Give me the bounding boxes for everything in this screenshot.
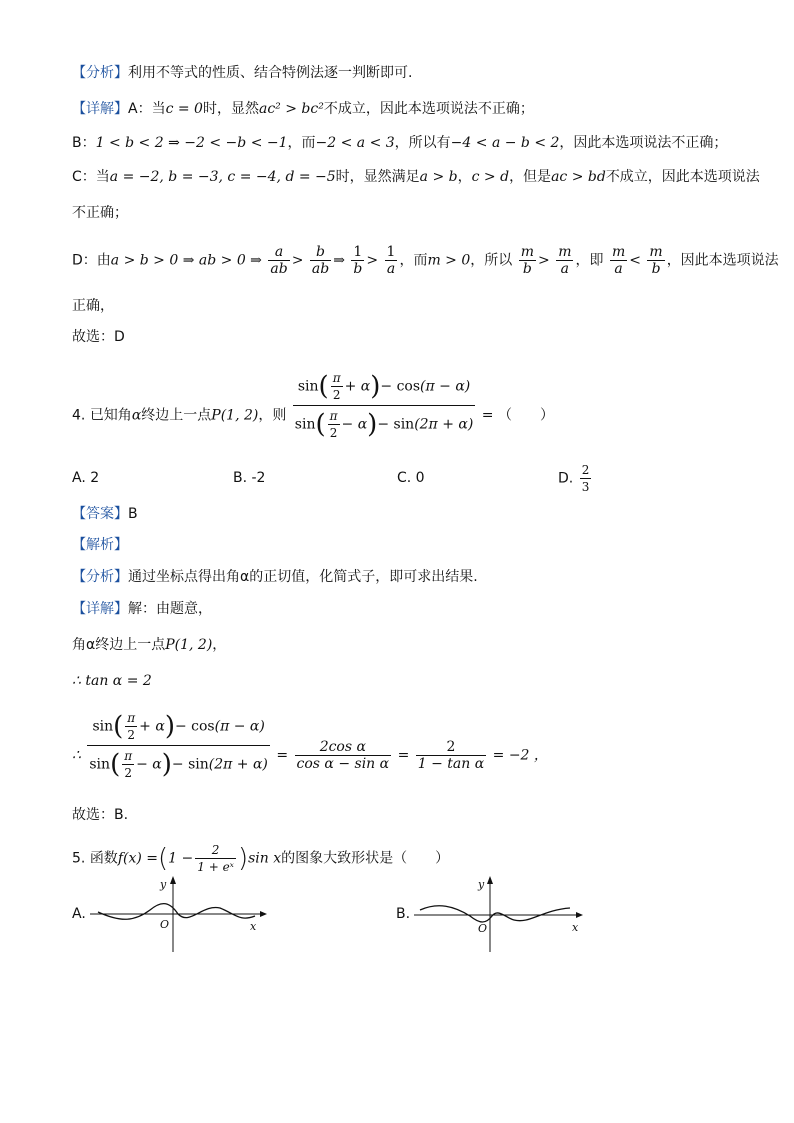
math-expr: 1 < b < 2 ⇒ −2 < −b < −1 xyxy=(95,135,288,151)
curve xyxy=(420,906,570,922)
origin-label: O xyxy=(160,918,170,931)
text: ，而 xyxy=(399,252,428,269)
text: 已知角 xyxy=(89,407,132,424)
q3-detail-a-line xyxy=(72,100,534,118)
detail-text: 解：由题意， xyxy=(128,601,212,617)
text: 终边上一点 xyxy=(141,407,212,424)
text: − cos xyxy=(174,718,215,735)
question-number: 5. xyxy=(72,850,86,867)
q4-choose: 故选：B. xyxy=(72,807,129,823)
fraction: $\frac{m}{a}$ xyxy=(558,244,572,277)
math-expr: a = −2, b = −3, c = −4, d = −5 xyxy=(109,169,336,185)
option-a: A. 2 xyxy=(72,470,100,486)
text: (π − α) xyxy=(420,378,471,395)
x-label: x xyxy=(572,921,579,934)
answer-line xyxy=(72,505,138,523)
curve xyxy=(98,904,255,920)
text: ， xyxy=(457,169,472,185)
fraction: $\frac{b}{ab}$ xyxy=(311,244,330,277)
fraction xyxy=(295,739,392,772)
q3-d-line: D：由a > b > 0 ⇒ ab > 0 ⇒ $\frac{a}{ab}$ > $\frac{b}{ab}$ ⇒ $\frac{1}{b}$ > $\frac{1}{a}$ ，而m > 0，所以 $\frac{m}{b}$ > $\frac{m}{a}$ ，即 $\frac{m}{a}$ < $\frac{m}{b}$ ，因此本选项说法 xyxy=(72,244,779,277)
trig-fraction: sin( $\frac{\pi}{2}$ + α)− cos(π − α) sin( $\frac{\pi}{2}$ − α)− sin(2π + α) xyxy=(89,711,268,780)
text: (2π + α) xyxy=(208,756,268,773)
explain-tag: 【解析】 xyxy=(72,537,128,553)
text: ，但是 xyxy=(509,169,552,185)
fraction: $\frac{1}{a}$ xyxy=(386,244,396,277)
fraction xyxy=(580,462,592,495)
text: = −2 ， xyxy=(492,747,548,764)
option-a-prefix: A：当 xyxy=(128,101,166,117)
analysis-tag: 【分析】 xyxy=(72,65,128,81)
fraction: $\frac{1}{b}$ xyxy=(353,244,363,277)
text: 2 xyxy=(329,426,338,440)
text: ，而 xyxy=(287,135,316,151)
text: π xyxy=(332,371,341,385)
option-d xyxy=(558,462,593,495)
text: ，因此本选项说法 xyxy=(666,252,779,269)
fraction: $\frac{m}{b}$ xyxy=(520,244,535,277)
option-b: B. -2 xyxy=(233,470,266,486)
text: 不成立，因此本选项说法 xyxy=(605,169,760,185)
text: ，即 xyxy=(575,252,604,269)
text: 不成立，因此本选项说法不正确； xyxy=(323,101,534,117)
math-expr: −4 < a − b < 2 xyxy=(450,135,560,151)
math-expr: c = 0 xyxy=(165,101,203,117)
fraction: $\frac{m}{b}$ xyxy=(649,244,663,277)
text: 2 xyxy=(332,388,341,402)
text: π xyxy=(329,409,338,423)
answer-value: B xyxy=(128,506,138,522)
tan-line: ∴ tan α = 2 xyxy=(72,673,152,689)
option-a-label: A. xyxy=(72,906,86,922)
q4-derivation xyxy=(72,711,548,781)
graph-b xyxy=(414,872,594,954)
analysis-tag: 【分析】 xyxy=(72,569,128,585)
text: ，所以有 xyxy=(394,135,451,151)
y-label: y xyxy=(160,878,167,891)
text: 2 xyxy=(124,766,132,780)
analysis-text: 通过坐标点得出角α的正切值，化简式子，即可求出结果. xyxy=(128,569,478,585)
text: 角α终边上一点 xyxy=(72,637,166,653)
text: π xyxy=(124,749,133,763)
graph-a xyxy=(90,872,270,954)
math-expr: P(1, 2) xyxy=(165,637,213,653)
text: ， xyxy=(212,637,227,653)
q4-detail-line xyxy=(72,600,212,618)
y-label: y xyxy=(478,878,485,891)
math-expr: c > d xyxy=(471,169,510,185)
q4-point-line xyxy=(72,636,226,654)
text: 函数 xyxy=(89,850,118,867)
text: + α xyxy=(139,718,165,735)
option-d-prefix: D：由 xyxy=(72,252,111,269)
origin-label: O xyxy=(478,922,488,935)
text: ，所以 xyxy=(470,252,513,269)
text: − cos xyxy=(380,378,421,395)
text: − sin xyxy=(171,756,209,773)
q3-c-line xyxy=(72,168,760,186)
fraction xyxy=(195,842,236,875)
text: + α xyxy=(344,378,371,395)
text: 时，显然满足 xyxy=(335,169,420,185)
text: sin xyxy=(297,378,319,395)
x-axis-arrow xyxy=(260,911,267,917)
option-b-prefix: B： xyxy=(72,135,96,151)
q3-analysis-line xyxy=(72,64,412,82)
text: 1 − xyxy=(168,850,194,867)
text: sin xyxy=(294,416,316,433)
x-axis-arrow xyxy=(576,912,583,918)
text: − α xyxy=(136,756,162,773)
math-expr: −2 < a < 3 xyxy=(315,135,395,151)
question-number: 4. xyxy=(72,407,86,424)
trig-fraction: sin( $\frac{\pi}{2}$ + α)− cos(π − α) sin( $\frac{\pi}{2}$ − α)− sin(2π + α) xyxy=(294,371,474,440)
math-expr: a > b xyxy=(419,169,458,185)
math-expr: ac² > bc² xyxy=(258,101,324,117)
detail-tag: 【详解】 xyxy=(72,101,128,117)
analysis-text: 利用不等式的性质、结合特例法逐一判断即可. xyxy=(128,65,413,81)
text: (π − α) xyxy=(214,718,265,735)
math-expr: f(x) = xyxy=(117,850,158,867)
q3-d-line-2: 正确， xyxy=(72,298,114,314)
q4-analysis-line xyxy=(72,568,478,586)
text: 1 + eˣ xyxy=(197,860,234,874)
q3-c-line-2: 不正确； xyxy=(72,205,128,221)
option-c-prefix: C：当 xyxy=(72,169,110,185)
text: (2π + α) xyxy=(414,416,474,433)
math-expr: a > b > 0 ⇒ ab > 0 ⇒ xyxy=(110,252,262,269)
q5-stem: 5. 函数f(x) =(1 − $\frac{2}{\text{1 + eˣ}}$ )sin x的图象大致形状是（ ） xyxy=(72,843,450,874)
q3-choose: 故选：D xyxy=(72,329,125,345)
text: 2cos α xyxy=(295,739,392,756)
option-b-label: B. xyxy=(396,906,411,922)
math-expr: P(1, 2) xyxy=(211,407,259,424)
text: sin xyxy=(89,756,111,773)
text: cos α − sin α xyxy=(296,756,390,772)
text: π xyxy=(127,711,136,725)
text: 1 − tan α xyxy=(417,756,485,772)
text: 2 xyxy=(127,728,136,742)
fraction: $\frac{a}{ab}$ xyxy=(270,244,288,277)
y-axis-arrow xyxy=(170,876,176,884)
q3-b-line xyxy=(72,134,727,152)
text: = xyxy=(397,747,410,764)
q4-stem xyxy=(72,371,554,441)
text: ，因此本选项说法不正确； xyxy=(559,135,728,151)
math-expr: m > 0 xyxy=(427,252,471,269)
math-expr: α xyxy=(131,407,142,424)
math-expr: ac > bd xyxy=(551,169,606,185)
option-c: C. 0 xyxy=(397,470,425,486)
explain-line xyxy=(72,536,128,554)
fraction: $\frac{m}{a}$ xyxy=(611,244,626,277)
text: 2 xyxy=(581,463,590,477)
text: 3 xyxy=(581,480,590,494)
text: = xyxy=(276,747,289,764)
text: 2 xyxy=(416,739,486,756)
text: ，则 xyxy=(258,407,287,424)
text: ∴ xyxy=(72,747,81,764)
fraction xyxy=(416,739,486,772)
text: − α xyxy=(341,416,368,433)
detail-tag: 【详解】 xyxy=(72,601,128,617)
y-axis-arrow xyxy=(487,876,493,884)
text: 2 xyxy=(195,842,236,859)
x-label: x xyxy=(250,920,257,933)
math-expr: sin x xyxy=(248,850,282,867)
text: − sin xyxy=(377,416,415,433)
text: D. xyxy=(558,470,574,487)
text: 的图象大致形状是（ ） xyxy=(281,850,450,867)
text: sin xyxy=(92,718,114,735)
text: 时，显然 xyxy=(202,101,259,117)
text: = （ ） xyxy=(481,407,554,424)
answer-tag: 【答案】 xyxy=(72,506,128,522)
